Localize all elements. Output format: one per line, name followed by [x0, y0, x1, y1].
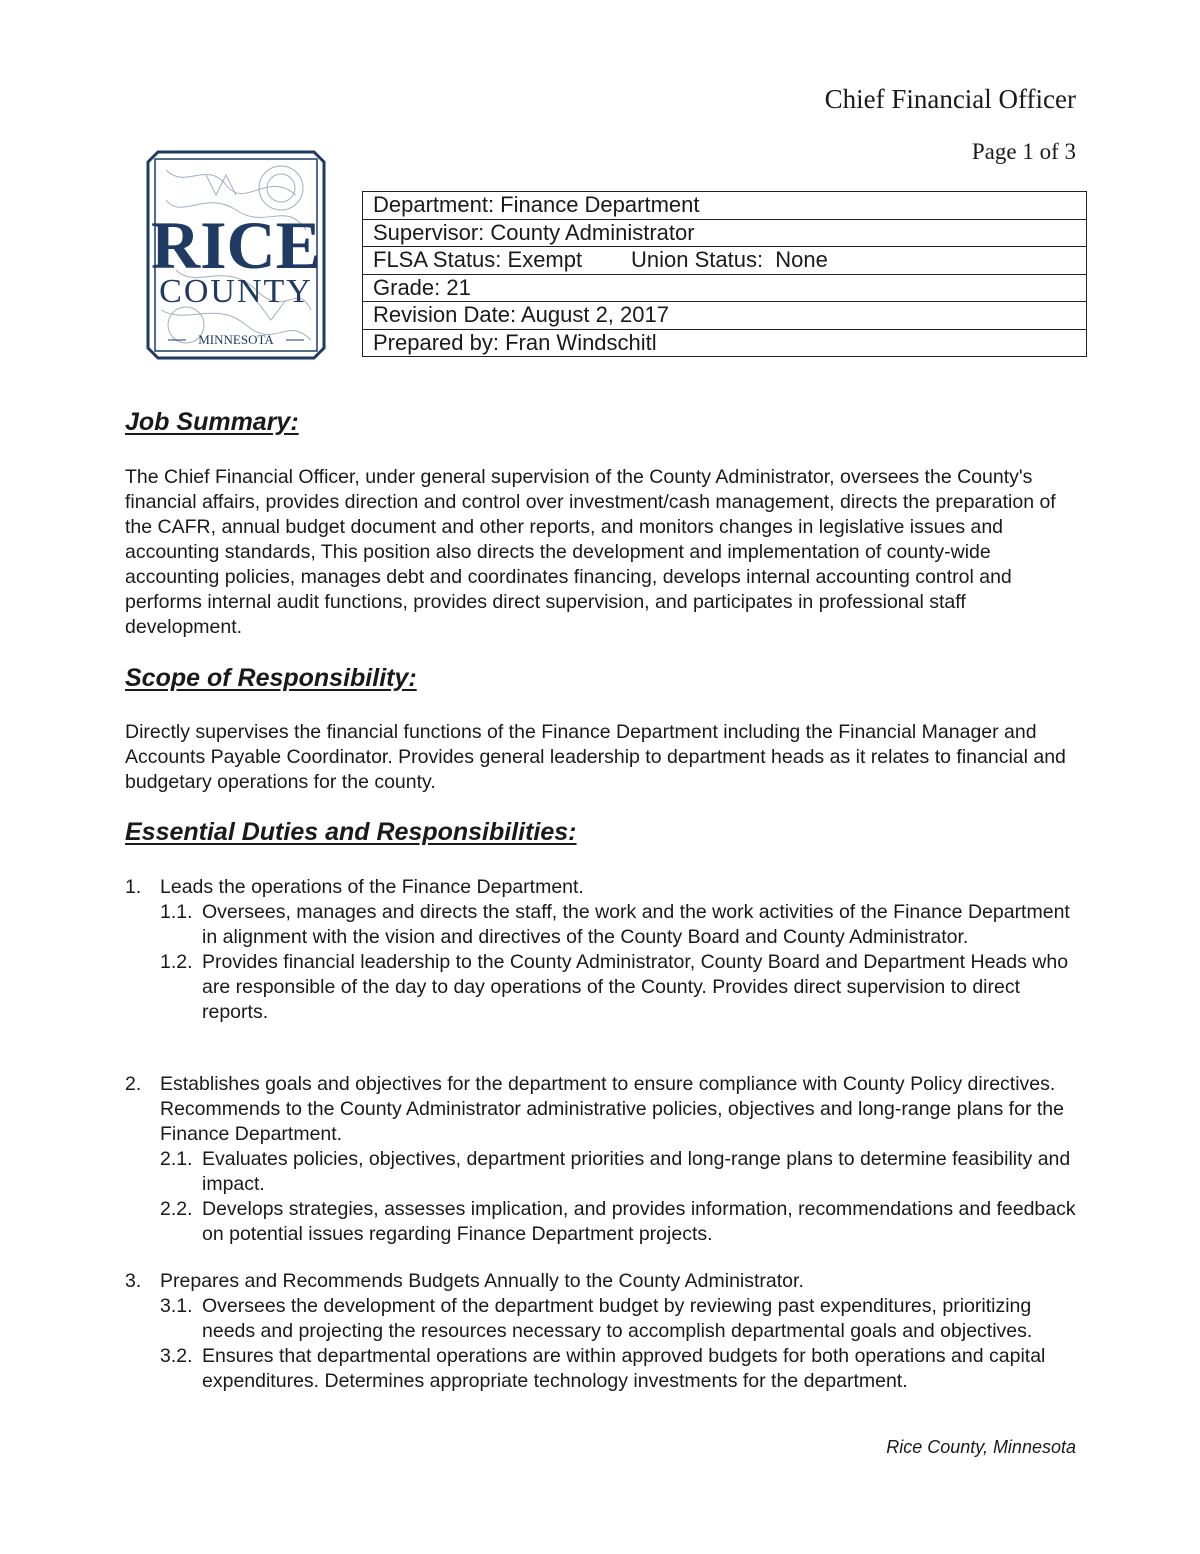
- list-item: [125, 1269, 1080, 1294]
- job-summary-heading: Job Summary:: [125, 408, 299, 436]
- rice-county-logo: [146, 150, 326, 360]
- info-cell: Supervisor: County Administrator: [363, 219, 1087, 247]
- sub-item-text: Evaluates policies, objectives, department priorities and long-range plans to determine feasibility and impact.: [202, 1148, 1071, 1195]
- info-row-revision-date: [363, 302, 1087, 330]
- sub-item: [125, 1294, 1080, 1344]
- sub-item: [125, 950, 1080, 1025]
- info-row-status: [363, 247, 1087, 275]
- duty-item-3: [125, 1269, 1080, 1394]
- duty-item-2: [125, 1072, 1080, 1247]
- page-number: Page 1 of 3: [971, 139, 1076, 164]
- svg-text:COUNTY: COUNTY: [159, 273, 313, 310]
- sub-item: [125, 900, 1080, 950]
- info-row-department: [363, 192, 1087, 220]
- list-item: [125, 875, 1080, 900]
- sub-item-number: 1.1.: [160, 901, 193, 923]
- footer-text: Rice County, Minnesota: [886, 1437, 1076, 1457]
- scope-text: Directly supervises the financial functions of the Finance Department including the Financial Manager and Accounts Payable Coordinator. Provides general leadership to department heads as it relates to financial and budgetary operations for the county.: [125, 721, 1066, 793]
- info-cell: Revision Date: August 2, 2017: [363, 302, 1087, 330]
- sub-item-text: Oversees, manages and directs the staff, the work and the work activities of the Finance Department in alignment with the vision and directives of the County Board and County Administrator.: [202, 901, 1070, 948]
- item-number: 2.: [125, 1073, 142, 1095]
- sub-item: [125, 1344, 1080, 1394]
- info-cell: FLSA Status: Exempt Union Status: None: [363, 247, 1087, 275]
- info-row-prepared-by: [363, 329, 1087, 357]
- duty-item-1: [125, 875, 1080, 1025]
- sub-item-text: Oversees the development of the department budget by reviewing past expenditures, prioritizing needs and projecting the resources necessary to accomplish departmental goals and objectives.: [202, 1295, 1033, 1342]
- item-number: 3.: [125, 1270, 142, 1292]
- document-title: Chief Financial Officer: [824, 84, 1076, 114]
- sub-item-number: 1.2.: [160, 951, 193, 973]
- sub-item-number: 3.2.: [160, 1345, 193, 1367]
- sub-item: [125, 1197, 1080, 1247]
- list-item: [125, 1072, 1080, 1147]
- scope-heading: Scope of Responsibility:: [125, 664, 417, 692]
- info-cell: Department: Finance Department: [363, 192, 1087, 220]
- job-summary-text: The Chief Financial Officer, under general supervision of the County Administrator, oversees the County's financial affairs, provides direction and control over investment/cash management, directs the preparation of the CAFR, annual budget document and other reports, and monitors changes in legislative issues and accounting standards, This position also directs the development and implementation of county-wide accounting policies, manages debt and coordinates financing, develops internal accounting control and performs internal audit functions, provides direct supervision, and participates in professional staff development.: [125, 466, 1056, 638]
- svg-text:RICE: RICE: [150, 207, 322, 283]
- item-text: Prepares and Recommends Budgets Annually to the County Administrator.: [160, 1270, 804, 1292]
- sub-item-number: 2.1.: [160, 1148, 193, 1170]
- position-info-table: [362, 191, 1087, 357]
- sub-item: [125, 1147, 1080, 1197]
- item-text: Leads the operations of the Finance Department.: [160, 876, 584, 898]
- info-cell: Grade: 21: [363, 274, 1087, 302]
- svg-text:MINNESOTA: MINNESOTA: [198, 332, 274, 347]
- sub-item-text: Develops strategies, assesses implication, and provides information, recommendations and feedback on potential issues regarding Finance Department projects.: [202, 1198, 1076, 1245]
- sub-item-text: Ensures that departmental operations are within approved budgets for both operations and capital expenditures. Determines appropriate technology investments for the department.: [202, 1345, 1046, 1392]
- info-row-grade: [363, 274, 1087, 302]
- info-row-supervisor: [363, 219, 1087, 247]
- item-number: 1.: [125, 876, 142, 898]
- sub-item-number: 3.1.: [160, 1295, 193, 1317]
- item-text: Establishes goals and objectives for the department to ensure compliance with County Policy directives. Recommends to the County Administrator administrative policies, objectives and long-range plans for the Finance Department.: [160, 1073, 1064, 1145]
- sub-item-number: 2.2.: [160, 1198, 193, 1220]
- sub-item-text: Provides financial leadership to the County Administrator, County Board and Department Heads who are responsible of the day to day operations of the County. Provides direct supervision to direct reports.: [202, 951, 1069, 1023]
- info-cell: Prepared by: Fran Windschitl: [363, 329, 1087, 357]
- rice-county-logo-icon: [146, 150, 326, 360]
- duties-heading: Essential Duties and Responsibilities:: [125, 818, 577, 846]
